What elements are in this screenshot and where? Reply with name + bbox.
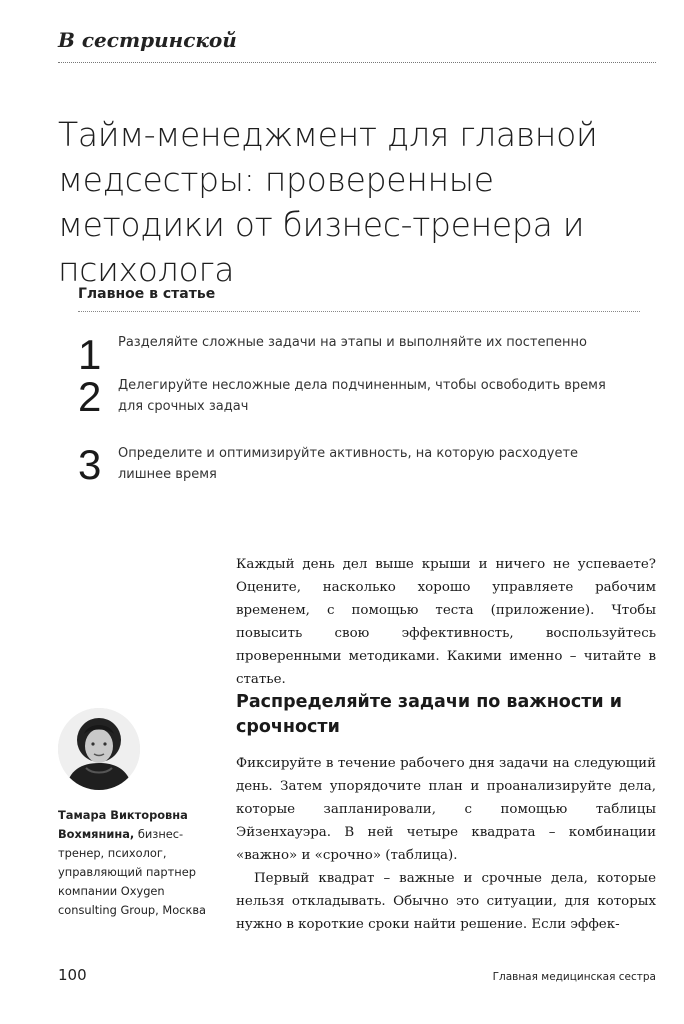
key-point-text: Определите и оптимизируйте активность, на которую расходуете лишнее время: [118, 446, 579, 482]
section-subheading: Распределяйте задачи по важности и срочности: [236, 692, 622, 737]
article-title: Тайм-менеджмент для главной медсестры: проверенные методики от бизнес-тренера и психолога: [58, 115, 598, 289]
author-photo: [58, 708, 140, 790]
body-paragraph: Фиксируйте в течение рабочего дня задачи на следующий день. Затем упорядочите план и проанализируйте дела, которые запланировали, с помощью таблицы Эйзенхауэра. В ней четыре квадрата – комбинации «важно» и «срочно» (таблица).: [236, 756, 656, 863]
key-point-number: 3: [78, 441, 102, 488]
key-point-text: Делегируйте несложные дела подчиненным, чтобы освободить время для срочных задач: [118, 378, 606, 414]
author-description: бизнес-тренер, психолог, управляющий партнер компании Oxygen consulting Group, Москва: [58, 827, 207, 917]
body-paragraph: Первый квадрат – важные и срочные дела, которые нельзя откладывать. Обычно это ситуации, для которых нужно в короткие сроки найти решение. Если эффек-: [236, 871, 656, 932]
key-points-heading: Главное в статье: [78, 286, 216, 302]
author-caption: [58, 806, 218, 920]
lead-paragraph: Каждый день дел выше крыши и ничего не успеваете? Оцените, насколько хорошо управляете рабочим временем, с помощью теста (приложение). Чтобы повысить свою эффективность, воспользуйтесь проверенными методиками. Какими именно – читайте в статье.: [236, 557, 656, 687]
header-divider: [58, 62, 656, 63]
key-point-number: 2: [78, 373, 102, 420]
key-point-text: Разделяйте сложные задачи на этапы и выполняйте их постепенно: [118, 335, 587, 350]
section-label: В сестринской: [58, 28, 237, 52]
author-name: Тамара Викторовна Вохмянина,: [58, 808, 188, 841]
page-number: 100: [58, 966, 87, 984]
journal-name: Главная медицинская сестра: [492, 971, 656, 983]
key-point-number: 1: [78, 331, 102, 378]
key-points-divider: [78, 311, 640, 312]
